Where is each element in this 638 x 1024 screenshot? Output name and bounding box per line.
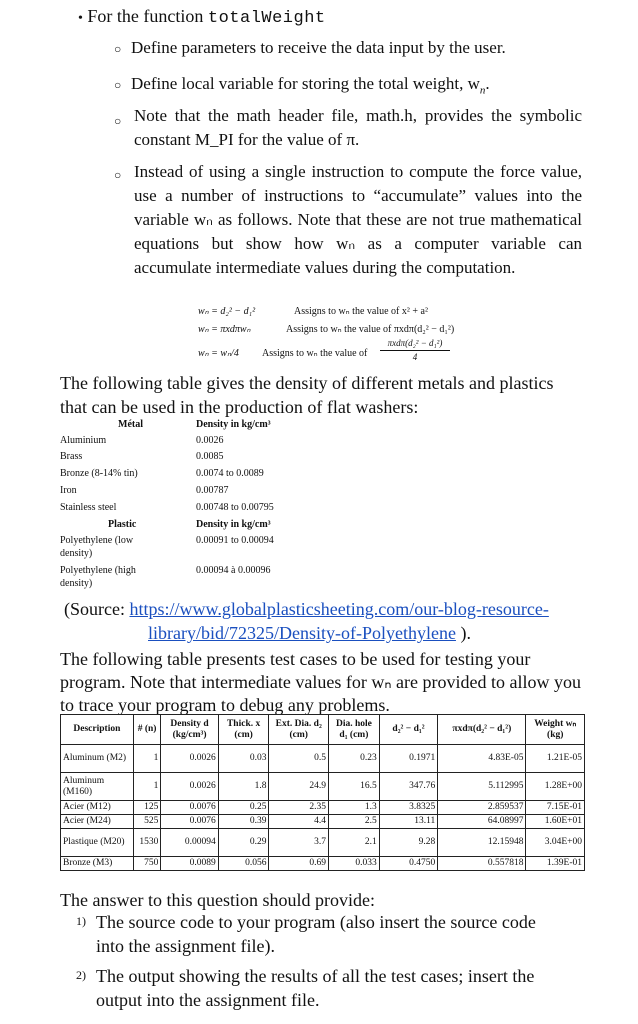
formula-2-right: Assigns to wₙ the value of πxdπ(d₂² − d₁²) (286, 324, 455, 335)
plastic-name: Polyethylene (high density) (60, 565, 136, 589)
cell-d-diff: 13.11 (379, 815, 437, 829)
cell-description: Bronze (M3) (61, 857, 134, 871)
formula-3-right: Assigns to wₙ the value of (262, 348, 368, 359)
header-density: Density d (kg/cm³) (161, 715, 218, 745)
metal-density: 0.0074 to 0.0089 (196, 468, 264, 479)
answer-item-2-num: 2) (76, 968, 86, 982)
metal-name: Bronze (8-14% tin) (60, 468, 138, 479)
metal-density: 0.0026 (196, 435, 224, 446)
answer-item-2: The output showing the results of all the test cases; insert the output into the assignment file. (96, 966, 535, 1010)
formula-3-left: wₙ = wₙ/4 (198, 348, 239, 359)
bullet-icon: ○ (114, 114, 122, 128)
cell-intermediate: 12.15948 (438, 829, 526, 857)
table-row (61, 745, 585, 773)
bullet-2-end: . (485, 74, 490, 93)
cell-description: Acier (M24) (61, 815, 134, 829)
cell-thickness: 1.8 (218, 773, 269, 801)
table-header-row (61, 715, 585, 745)
cell-density: 0.0076 (161, 801, 218, 815)
cell-weight: 1.21E-05 (526, 745, 585, 773)
answer-item-1-num: 1) (76, 914, 86, 928)
cell-hole-dia: 2.5 (329, 815, 380, 829)
table-row (61, 857, 585, 871)
plastic-density: 0.00094 à 0.00096 (196, 565, 271, 576)
cell-ext-dia: 0.5 (269, 745, 329, 773)
metal-name: Stainless steel (60, 502, 117, 513)
cell-thickness: 0.29 (218, 829, 269, 857)
header-ext-dia: Ext. Dia. d₂ (cm) (269, 715, 329, 745)
cell-description: Aluminum (M160) (61, 773, 134, 801)
fraction-denominator: 4 (412, 352, 418, 362)
header-d-diff: d₂² − d₁² (379, 715, 437, 745)
answer-item-1: The source code to your program (also insert the source code into the assignment file). (96, 912, 536, 956)
metal-density: 0.00787 (196, 485, 229, 496)
formula-2-left: wₙ = πxdπwₙ (198, 324, 251, 335)
formula-3-fraction (380, 337, 450, 364)
cell-hole-dia: 16.5 (329, 773, 380, 801)
cell-thickness: 0.25 (218, 801, 269, 815)
density-header: Density in kg/cm³ (196, 419, 271, 430)
cell-intermediate: 64.08997 (438, 815, 526, 829)
cell-n: 525 (133, 815, 161, 829)
plastic-density-header: Density in kg/cm³ (196, 519, 271, 530)
test-cases-table (60, 714, 585, 871)
cell-ext-dia: 3.7 (269, 829, 329, 857)
density-intro: The following table gives the density of different metals and plastics that can be used in the production of flat washers: (60, 373, 554, 417)
cell-weight: 1.39E-01 (526, 857, 585, 871)
cell-n: 1 (133, 745, 161, 773)
cell-density: 0.00094 (161, 829, 218, 857)
cell-d-diff: 0.4750 (379, 857, 437, 871)
cell-weight: 7.15E-01 (526, 801, 585, 815)
plastic-density: 0.00091 to 0.00094 (196, 535, 274, 546)
cell-n: 750 (133, 857, 161, 871)
cell-intermediate: 4.83E-05 (438, 745, 526, 773)
cell-ext-dia: 24.9 (269, 773, 329, 801)
cell-density: 0.0026 (161, 773, 218, 801)
answer-intro: The answer to this question should provide: (60, 890, 375, 910)
source-citation (64, 597, 604, 645)
cell-ext-dia: 0.69 (269, 857, 329, 871)
cell-density: 0.0076 (161, 815, 218, 829)
cell-description: Acier (M12) (61, 801, 134, 815)
bullet-icon: ○ (114, 168, 122, 182)
source-link-line1[interactable]: https://www.globalplasticsheeting.com/our-blog-resource- (129, 599, 549, 619)
function-heading-prefix: For the function (87, 6, 204, 26)
cell-weight: 1.28E+00 (526, 773, 585, 801)
cell-d-diff: 347.76 (379, 773, 437, 801)
cell-ext-dia: 2.35 (269, 801, 329, 815)
header-thickness: Thick. x (cm) (218, 715, 269, 745)
table-row (61, 829, 585, 857)
bullet-icon: ○ (114, 78, 122, 92)
cell-intermediate: 2.859537 (438, 801, 526, 815)
fraction-numerator: πxdπ(d₂² − d₁²) (380, 337, 450, 351)
cell-density: 0.0026 (161, 745, 218, 773)
cell-density: 0.0089 (161, 857, 218, 871)
cell-n: 125 (133, 801, 161, 815)
formula-1-right: Assigns to wₙ the value of x² + a² (294, 306, 428, 317)
cell-d-diff: 9.28 (379, 829, 437, 857)
table-row (61, 801, 585, 815)
test-intro: The following table presents test cases to be used for testing your program. Note that intermediate values for wₙ are provided to allow you to trace your program to debug any problems. (60, 649, 582, 715)
density-table (60, 418, 360, 592)
cell-thickness: 0.39 (218, 815, 269, 829)
bullet-2-text: Define local variable for storing the total weight, w (131, 74, 480, 93)
header-description: Description (61, 715, 134, 745)
cell-thickness: 0.03 (218, 745, 269, 773)
header-n: # (n) (133, 715, 161, 745)
plastic-header: Plastic (108, 519, 137, 530)
bullet-icon: ○ (114, 42, 122, 56)
metal-header: Métal (118, 419, 143, 430)
metal-name: Iron (60, 485, 77, 496)
table-row (61, 815, 585, 829)
formula-1-left: wₙ = d₂² − d₁² (198, 306, 256, 317)
bullet-1: Define parameters to receive the data input by the user. (131, 38, 506, 57)
cell-hole-dia: 0.23 (329, 745, 380, 773)
metal-name: Aluminium (60, 435, 107, 446)
cell-thickness: 0.056 (218, 857, 269, 871)
source-link-line2[interactable]: library/bid/72325/Density-of-Polyethylene (148, 623, 456, 643)
cell-weight: 3.04E+00 (526, 829, 585, 857)
cell-intermediate: 5.112995 (438, 773, 526, 801)
cell-intermediate: 0.557818 (438, 857, 526, 871)
cell-hole-dia: 1.3 (329, 801, 380, 815)
header-intermediate: πxdπ(d₂² − d₁²) (438, 715, 526, 745)
function-name: totalWeight (207, 9, 326, 28)
cell-description: Plastique (M20) (61, 829, 134, 857)
cell-description: Aluminum (M2) (61, 745, 134, 773)
metal-density: 0.00748 to 0.00795 (196, 502, 274, 513)
header-weight: Weight wₙ (kg) (526, 715, 585, 745)
cell-hole-dia: 0.033 (329, 857, 380, 871)
bullet-3: Note that the math header file, math.h, provides the symbolic constant M_PI for the value of π. (134, 106, 582, 149)
cell-hole-dia: 2.1 (329, 829, 380, 857)
cell-n: 1530 (133, 829, 161, 857)
bullet-2-sub: n (479, 84, 486, 97)
metal-density: 0.0085 (196, 451, 224, 462)
plastic-name: Polyethylene (low density) (60, 535, 134, 559)
cell-n: 1 (133, 773, 161, 801)
source-prefix: (Source: (64, 599, 130, 619)
bullet-4: Instead of using a single instruction to compute the force value, use a number of instructions to “accumulate” values into the variable wₙ as follows. Note that these are not true mathematical equations but show how wₙ as a computer variable can accumulate intermediate values during the computation. (134, 162, 582, 277)
header-hole-dia: Dia. hole d₁ (cm) (329, 715, 380, 745)
bullet-2 (131, 72, 571, 102)
function-heading: • For the function totalWeight (78, 6, 326, 28)
source-suffix: ). (455, 623, 471, 643)
cell-ext-dia: 4.4 (269, 815, 329, 829)
cell-d-diff: 3.8325 (379, 801, 437, 815)
table-row (61, 773, 585, 801)
metal-name: Brass (60, 451, 83, 462)
cell-d-diff: 0.1971 (379, 745, 437, 773)
cell-weight: 1.60E+01 (526, 815, 585, 829)
